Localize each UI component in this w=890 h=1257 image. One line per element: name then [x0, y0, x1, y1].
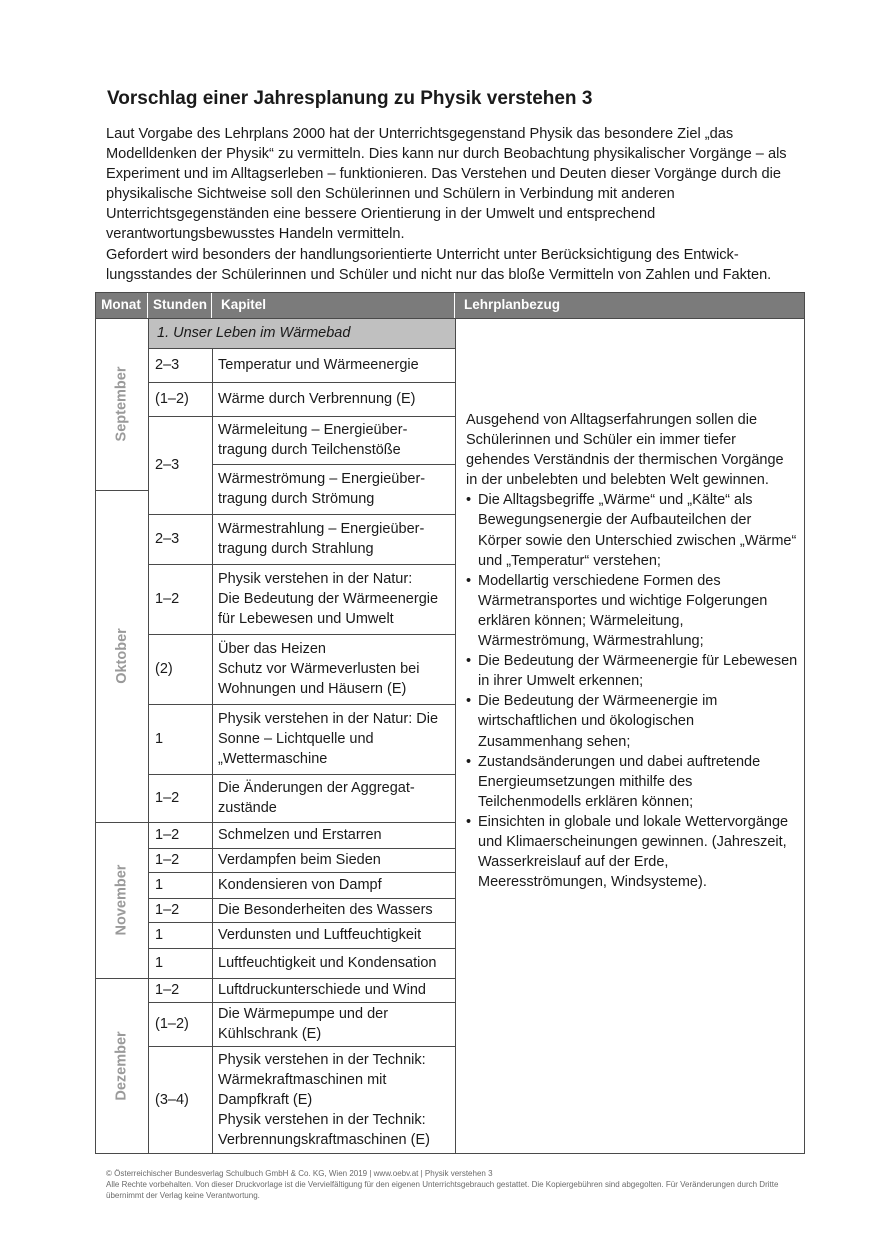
chapter-cell: Die Wärmepumpe und der Kühlschrank (E) [218, 1006, 389, 1042]
row-divider [148, 634, 455, 635]
chapter-cell: Luftfeuchtigkeit und Kondensation [218, 955, 437, 971]
chapter-cell: Wärme durch Verbrennung (E) [218, 391, 416, 407]
row-divider [148, 848, 455, 849]
month-dezember: Dezember [113, 1031, 130, 1101]
hours-cell: 1 [155, 955, 164, 971]
row-divider [148, 774, 455, 775]
intro-paragraph: Laut Vorgabe des Lehrplans 2000 hat der Unterrichtsgegenstand Physik das besondere Ziel „das Modelldenken der Physik“ zu vermitteln. Dies kann nur durch Beobachtung physikalischer Vorgänge – als Experiment und im Alltagserleben – funktionieren. Das Verstehen und Deuten dieser Vorgänge durch die physikalische Sichtweise soll den Schülerinnen und Schülern in Verbindung mit anderen Unterrichtsgegenständen eine bessere Orientierung in der Umwelt und entsprechend verantwortungsbewusstes Handeln vermitteln. [106, 126, 787, 243]
hours-cell: 2–3 [155, 357, 180, 373]
chapter-cell: Luftdruckunterschiede und Wind [218, 982, 426, 998]
row-divider [148, 822, 455, 823]
chapter-cell: Schmelzen und Erstarren [218, 827, 382, 843]
header-stunden: Stunden [148, 292, 212, 318]
row-divider [148, 382, 455, 383]
hours-cell: 1–2 [155, 902, 180, 918]
chapter-cell: Verdunsten und Luftfeuchtigkeit [218, 927, 422, 943]
row-divider [148, 948, 455, 949]
row-divider [148, 704, 455, 705]
hours-cell: 1–2 [155, 591, 180, 607]
lehrplanbezug-text [466, 410, 798, 892]
hours-cell: (1–2) [155, 1016, 189, 1032]
row-divider [212, 464, 455, 465]
yearly-plan-table [95, 292, 805, 1154]
row-divider [148, 978, 455, 979]
chapter-cell: Temperatur und Wärmeenergie [218, 357, 419, 373]
hours-cell: 1–2 [155, 827, 180, 843]
chapter-cell: Wärmeströmung – Energieüber- tragung durch Strömung [218, 471, 426, 507]
footer-copyright: © Österreichischer Bundesverlag Schulbuch GmbH & Co. KG, Wien 2019 | www.oebv.at | Physik verstehen 3 [106, 1169, 493, 1178]
chapter-cell: Über das Heizen Schutz vor Wärmeverlusten bei Wohnungen und Häusern (E) [218, 641, 420, 697]
header-lehrplanbezug: Lehrplanbezug [455, 292, 805, 318]
lehrplanbezug-item: • Die Alltagsbegriffe „Wärme“ und „Kälte“ als Bewegungsenergie der Aufbauteilchen der Körper sowie den Unterschied zwischen „Wärme“ und „Temperatur“ verstehen; [466, 490, 798, 570]
row-divider [148, 872, 455, 873]
month-oktober: Oktober [113, 628, 130, 684]
footer [106, 1168, 806, 1201]
chapter-cell: Die Änderungen der Aggregat- zustände [218, 780, 415, 816]
row-divider [148, 514, 455, 515]
month-november: November [113, 864, 130, 936]
hours-cell: 1–2 [155, 790, 180, 806]
chapter-cell: Physik verstehen in der Technik: Wärmekraftmaschinen mit Dampfkraft (E) Physik verstehen in der Technik: Verbrennungskraftmaschinen (E) [218, 1052, 430, 1148]
hours-cell: 1 [155, 877, 164, 893]
hours-cell: 1–2 [155, 982, 180, 998]
chapter-cell: Physik verstehen in der Natur: Die Bedeutung der Wärmeenergie für Lebewesen und Umwelt [218, 571, 439, 627]
hours-cell: 1–2 [155, 852, 180, 868]
chapter-cell: Physik verstehen in der Natur: Die Sonne – Lichtquelle und „Wettermaschine [218, 711, 439, 767]
hours-cell: 1 [155, 731, 164, 747]
chapter-cell: Wärmeleitung – Energieüber- tragung durch Teilchenstöße [218, 422, 408, 458]
intro-paragraph: Gefordert wird besonders der handlungsorientierte Unterricht unter Berücksichtigung des Entwicklungsstandes der Schülerinnen und Schüler und nicht nur das bloße Vermitteln von Zahlen und Fakten. [106, 246, 772, 283]
chapter-cell: Verdampfen beim Sieden [218, 852, 381, 868]
lehrplanbezug-item: • Zustandsänderungen und dabei auftretende Energieumsetzungen mithilfe des Teilchenmodells erklären können; [466, 752, 798, 812]
lehrplanbezug-list [466, 490, 798, 892]
lehrplanbezug-intro: Ausgehend von Alltagserfahrungen sollen die Schülerinnen und Schüler ein immer tiefer gehendes Verständnis der thermischen Vorgänge in der unbelebten und belebten Welt gewinnen. [466, 412, 784, 489]
row-divider [148, 564, 455, 565]
chapter-cell: Wärmestrahlung – Energieüber- tragung durch Strahlung [218, 521, 425, 557]
lehrplanbezug-item: • Einsichten in globale und lokale Wettervorgänge und Klimaerscheinungen gewinnen. (Jahreszeit, Wasserkreislauf auf der Erde, Meeresströmungen, Windsysteme). [466, 812, 798, 892]
hours-cell: (3–4) [155, 1092, 189, 1108]
chapter-cell: Die Besonderheiten des Wassers [218, 902, 433, 918]
header-kapitel: Kapitel [212, 292, 455, 318]
hours-cell: 2–3 [155, 531, 180, 547]
row-divider [148, 1046, 455, 1047]
hours-cell: 1 [155, 927, 164, 943]
lehrplanbezug-item: • Die Bedeutung der Wärmeenergie für Lebewesen in ihrer Umwelt erkennen; [466, 651, 798, 691]
row-divider [148, 1002, 455, 1003]
hours-cell: 2–3 [155, 457, 180, 473]
lehrplanbezug-item: • Modellartig verschiedene Formen des Wärmetransportes und wichtige Folgerungen erklären können; Wärmeleitung, Wärmeströmung, Wärmestrahlung; [466, 571, 798, 651]
page-title: Vorschlag einer Jahresplanung zu Physik verstehen 3 [107, 88, 593, 109]
unit-title: 1. Unser Leben im Wärmebad [157, 325, 351, 341]
hours-cell: (2) [155, 661, 173, 677]
chapter-cell: Kondensieren von Dampf [218, 877, 382, 893]
hours-cell: (1–2) [155, 391, 189, 407]
row-divider [148, 416, 455, 417]
intro-text [106, 124, 806, 285]
header-monat: Monat [95, 292, 148, 318]
row-divider [148, 922, 455, 923]
month-september: September [113, 366, 130, 442]
footer-rights: Alle Rechte vorbehalten. Von dieser Druckvorlage ist die Vervielfältigung für den eigenen Unterrichtsgebrauch gestattet. Die Kopiergebühren sind abgegolten. Für Veränderungen durch Dritte übernimmt der Verlag keine Verantwortung. [106, 1180, 779, 1200]
lehrplanbezug-item: • Die Bedeutung der Wärmeenergie im wirtschaftlichen und ökologischen Zusammenhang sehen; [466, 691, 798, 751]
row-divider [148, 898, 455, 899]
